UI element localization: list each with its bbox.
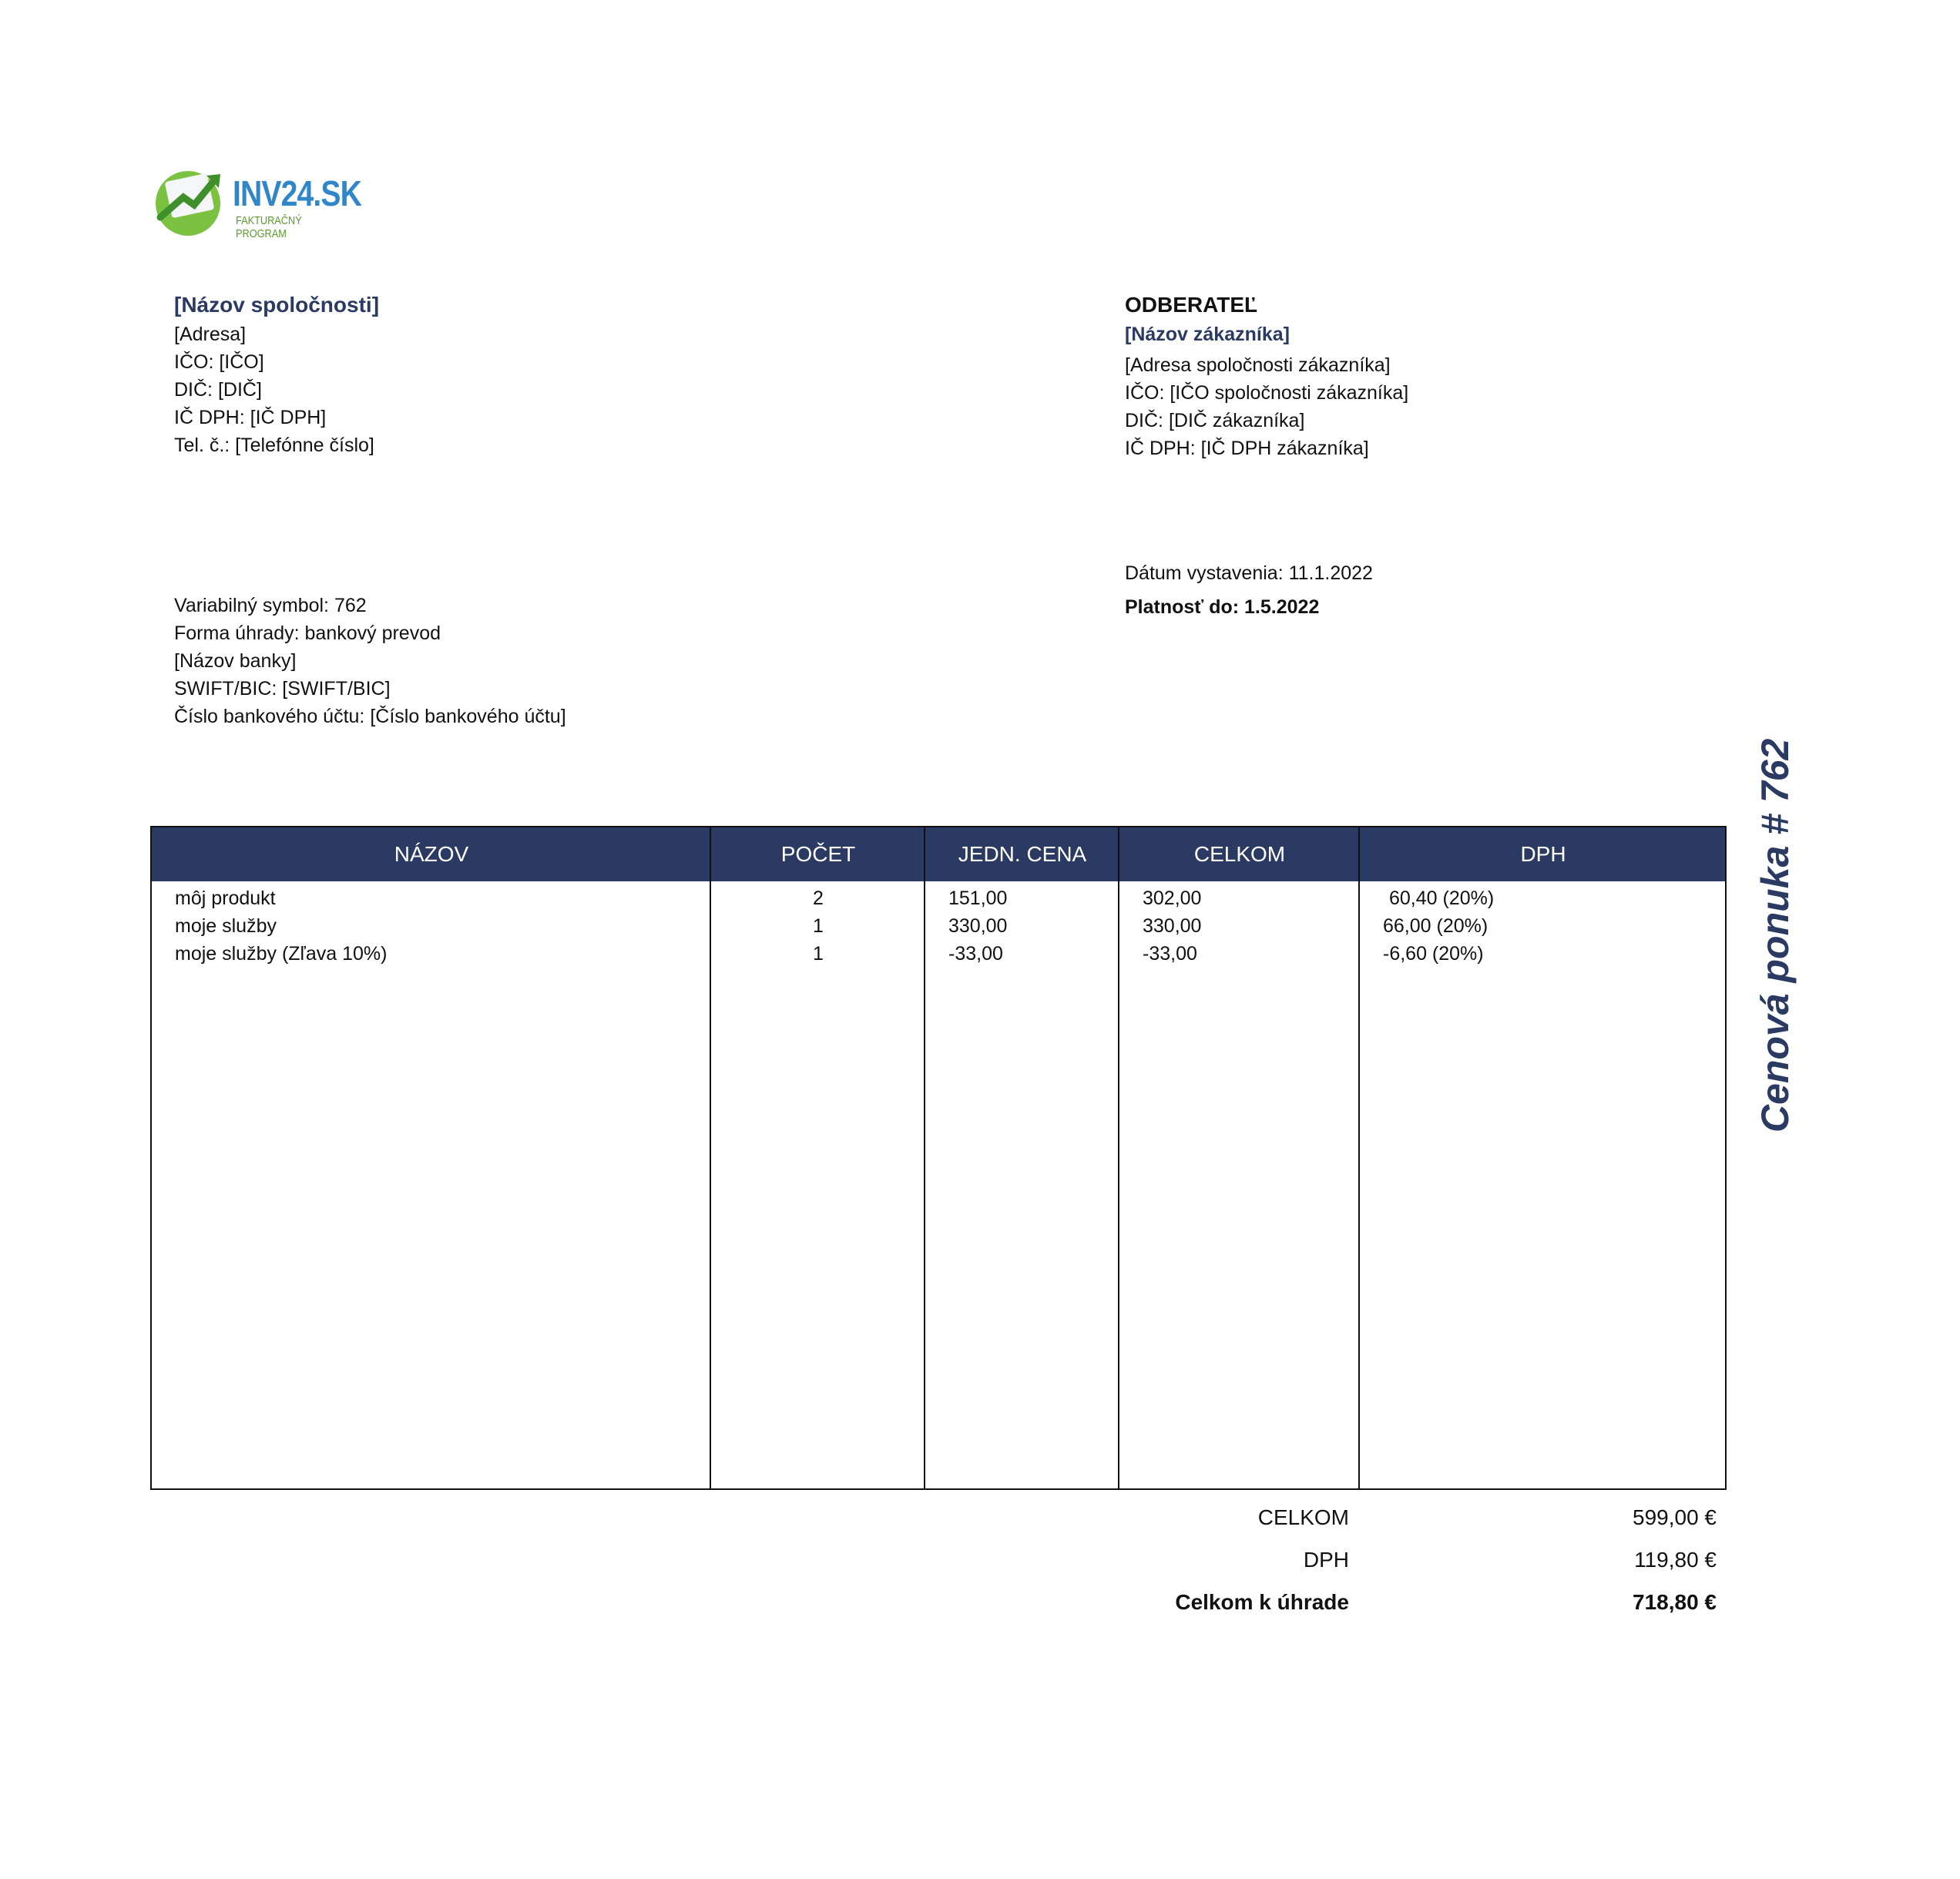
supplier-dic: DIČ: [DIČ] (174, 379, 262, 401)
cell-vat: 66,00 (20%) (1383, 915, 1488, 937)
payment-block (174, 592, 566, 730)
bank-account: Číslo bankového účtu: [Číslo bankového účtu] (174, 706, 566, 727)
column-header-unit-price: JEDN. CENA (958, 842, 1087, 866)
customer-address: [Adresa spoločnosti zákazníka] (1125, 354, 1391, 376)
issue-date: Dátum vystavenia: 11.1.2022 (1125, 562, 1373, 584)
logo-emblem-icon (151, 162, 228, 239)
subtotal-label: CELKOM (1257, 1505, 1349, 1529)
column-header-vat: DPH (1520, 842, 1566, 866)
column-divider (1358, 827, 1360, 1488)
customer-ico: IČO: [IČO spoločnosti zákazníka] (1125, 382, 1409, 404)
supplier-name: [Názov spoločnosti] (174, 293, 380, 317)
swift-bic: SWIFT/BIC: [SWIFT/BIC] (174, 678, 391, 700)
cell-name: moje služby (175, 915, 277, 937)
cell-name: moje služby (Zľava 10%) (175, 943, 388, 965)
cell-quantity: 1 (813, 915, 824, 937)
cell-vat: 60,40 (20%) (1389, 887, 1495, 909)
variable-symbol: Variabilný symbol: 762 (174, 595, 367, 616)
grand-total-value: 718,80 € (1633, 1590, 1717, 1614)
vat-total-label: DPH (1303, 1548, 1349, 1572)
vat-total-value: 119,80 € (1634, 1548, 1717, 1572)
customer-dic: DIČ: [DIČ zákazníka] (1125, 410, 1305, 431)
valid-until-date: Platnosť do: 1.5.2022 (1125, 596, 1320, 618)
column-divider (1118, 827, 1119, 1488)
grand-total-label: Celkom k úhrade (1175, 1590, 1349, 1614)
bank-name: [Názov banky] (174, 650, 297, 672)
cell-total: -33,00 (1143, 943, 1197, 965)
column-header-quantity: POČET (780, 842, 856, 866)
logo-brand-text: INV24.SK (233, 173, 362, 213)
column-header-name: NÁZOV (394, 842, 469, 866)
cell-name: môj produkt (175, 887, 276, 909)
document-title: Cenová ponuka # 762 (1754, 738, 1797, 1132)
customer-block (1125, 290, 1408, 462)
subtotal-value: 599,00 € (1633, 1505, 1717, 1529)
company-logo (151, 162, 367, 239)
cell-quantity: 1 (813, 943, 824, 965)
customer-heading: ODBERATEĽ (1125, 293, 1258, 317)
cell-unit-price: 330,00 (948, 915, 1008, 937)
column-header-total: CELKOM (1193, 842, 1286, 866)
supplier-ico: IČO: [IČO] (174, 351, 264, 373)
supplier-block (174, 290, 379, 459)
items-table (150, 826, 1727, 1490)
customer-icdph: IČ DPH: [IČ DPH zákazníka] (1125, 438, 1369, 459)
cell-total: 302,00 (1143, 887, 1202, 909)
payment-method: Forma úhrady: bankový prevod (174, 622, 441, 644)
customer-name: [Názov zákazníka] (1125, 324, 1290, 345)
dates-block (1125, 556, 1373, 624)
supplier-icdph: IČ DPH: [IČ DPH] (174, 407, 327, 428)
supplier-phone: Tel. č.: [Telefónne číslo] (174, 435, 374, 456)
cell-unit-price: -33,00 (948, 943, 1003, 965)
cell-quantity: 2 (813, 887, 824, 909)
supplier-address: [Adresa] (174, 324, 247, 345)
logo-tagline: FAKTURAČNÝ PROGRAM (236, 214, 302, 240)
cell-total: 330,00 (1143, 915, 1202, 937)
table-header (152, 827, 1725, 881)
cell-vat: -6,60 (20%) (1383, 943, 1484, 965)
cell-unit-price: 151,00 (948, 887, 1008, 909)
